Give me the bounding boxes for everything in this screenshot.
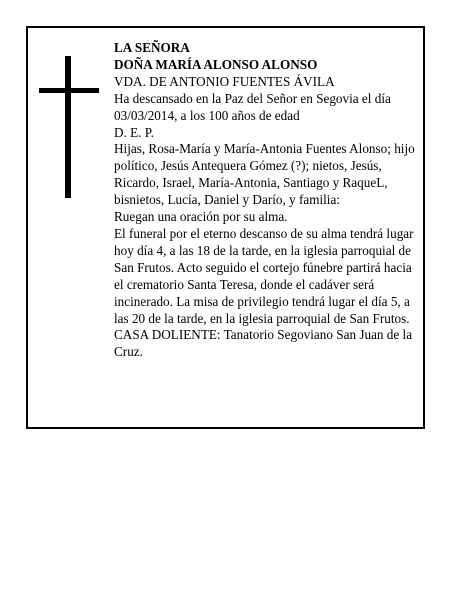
- home-line: CASA DOLIENTE: Tanatorio Segoviano San Juan de la Cruz.: [114, 327, 413, 360]
- deceased-name: DOÑA MARÍA ALONSO ALONSO: [114, 56, 318, 72]
- notice-body: [114, 40, 420, 361]
- dep-line: D. E. P.: [114, 124, 154, 140]
- obituary-notice: [26, 26, 425, 429]
- prayer-line: Ruegan una oración por su alma.: [114, 209, 288, 225]
- title-line: LA SEÑORA: [114, 40, 190, 55]
- funeral-paragraph: El funeral por el eterno descanso de su alma tendrá lugar hoy día 4, a las 18 de la tarde, en la iglesia parroquial de San Frutos. Acto seguido el cortejo fúnebre partirá hacia el crematorio Santa Teresa, donde el cadáver será incinerado. La misa de privilegio tendrá lugar el día 5, a las 20 de la tarde, en la iglesia parroquial de San Frutos.: [114, 225, 414, 326]
- family-line: Hijas, Rosa-María y María-Antonia Fuentes Alonso; hijo político, Jesús Antequera Gómez (?); nietos, Jesús, Ricardo, Israel, María-Antonia, Santiago y RaqueL, bisnietos, Lucía, Daniel y Darío, y familia:: [114, 141, 415, 208]
- cross-vertical-bar: [65, 56, 71, 198]
- widow-line: VDA. DE ANTONIO FUENTES ÁVILA: [114, 73, 335, 89]
- cross-icon: [39, 56, 99, 198]
- rest-line: Ha descansado en la Paz del Señor en Segovia el día 03/03/2014, a los 100 años de edad: [114, 90, 391, 123]
- cross-horizontal-bar: [39, 88, 99, 93]
